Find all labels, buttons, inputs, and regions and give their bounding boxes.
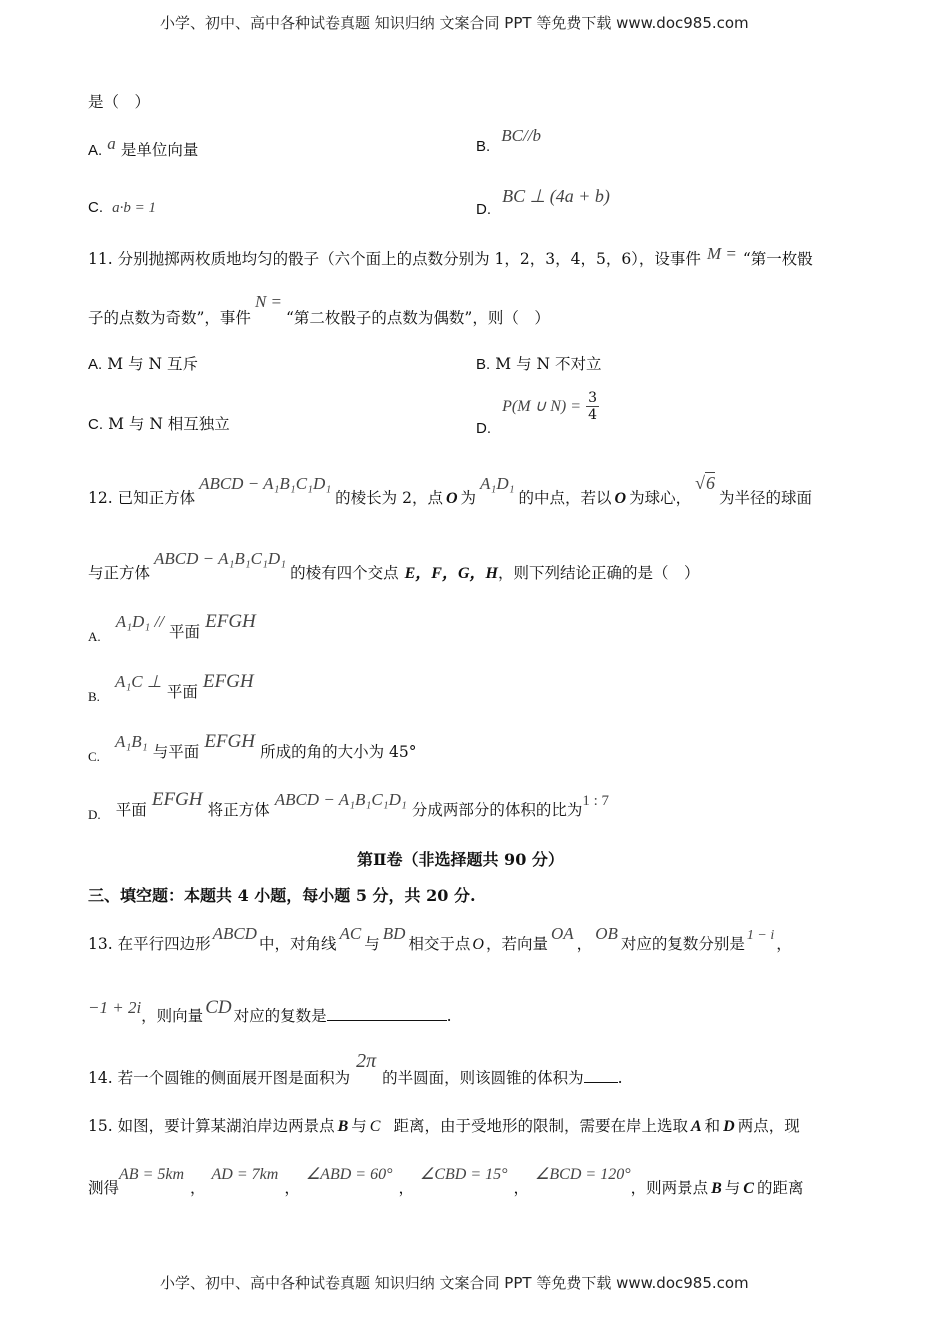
q11-line1: [88, 244, 813, 269]
option-label: C.: [88, 749, 100, 764]
q12-text7: 与正方体: [88, 564, 151, 582]
option-label: B.: [476, 356, 491, 373]
math-a: a: [107, 134, 116, 153]
q10-tail: 是（ ）: [88, 93, 151, 111]
math-oa: OA: [551, 924, 574, 943]
q10-option-a: [88, 134, 198, 160]
option-label: A.: [88, 142, 103, 159]
q15-text3: 两点，现: [737, 1117, 800, 1135]
option-label: A.: [88, 629, 101, 644]
q12-text1: 12. 已知正方体: [88, 489, 196, 507]
math-m-eq: M =: [706, 244, 737, 263]
ratio: 1 : 7: [582, 793, 610, 809]
math-a-dot-b: a·b = 1: [112, 200, 156, 216]
option-text: 平面: [166, 683, 198, 701]
q14-text1: 14. 若一个圆锥的侧面展开图是面积为: [88, 1069, 351, 1087]
points-efgh: E，F，G，H: [404, 565, 498, 582]
q12-text2: 的棱长为 2，点: [335, 489, 443, 507]
q15-and: 与: [351, 1117, 367, 1135]
point-b: B: [711, 1180, 722, 1197]
math-ad: AD = 7km: [211, 1166, 279, 1183]
q14-line: [88, 1050, 623, 1087]
q12-line2: [88, 546, 700, 582]
q13-text1: 13. 在平行四边形: [88, 935, 211, 953]
q15-text4: 测得: [88, 1179, 120, 1197]
math-n-eq: N =: [254, 292, 282, 311]
option-text: 是单位向量: [120, 141, 199, 159]
q12-line1: [88, 472, 813, 507]
point-a: A: [690, 1118, 702, 1135]
q11-option-a: [88, 352, 198, 374]
q11-option-c: [88, 412, 230, 434]
math-2pi: 2π: [356, 1050, 377, 1072]
q13-line1: [88, 922, 792, 953]
q15-and2: 和: [704, 1117, 721, 1135]
q11-option-d: [476, 390, 599, 437]
point-o: O: [614, 490, 627, 507]
plane-efgh: EFGH: [205, 611, 256, 632]
math-a1c-perp: A₁C ⊥: [115, 672, 162, 691]
q12-option-d: [88, 788, 610, 822]
math-cube: ABCD − A₁B₁C₁D₁: [199, 474, 332, 493]
math-bc-parallel-b: BC//b: [501, 126, 541, 145]
q12-text3: 为: [460, 489, 477, 507]
q10-option-b: [476, 126, 541, 155]
q12-text6: 为半径的球面: [719, 489, 813, 507]
option-text: M 与 N 不对立: [495, 355, 602, 373]
option-tail: 分成两部分的体积的比为: [411, 801, 583, 819]
option-text: 与平面: [152, 743, 200, 761]
math-p-union: P(M ∪ N) =: [502, 398, 582, 415]
q13-text5: ，若向量: [485, 935, 548, 953]
point-o: O: [472, 936, 484, 953]
option-mid: 将正方体: [207, 801, 270, 819]
q10-option-c: [88, 197, 156, 217]
fraction-num: 3: [588, 390, 598, 406]
q15-text6: 的距离: [756, 1179, 804, 1197]
q11-text2a: 子的点数为奇数”，事件: [88, 309, 251, 327]
q11-option-b: [476, 352, 602, 374]
q13-comma: ，: [576, 935, 593, 953]
q13-text6: 对应的复数分别是: [620, 935, 745, 953]
math-bc-perp: BC ⊥ (4a + b): [502, 186, 610, 206]
math-bd: BD: [382, 924, 406, 943]
math-cube: ABCD − A₁B₁C₁D₁: [154, 549, 287, 568]
q13-text7: ，: [776, 935, 792, 953]
math-angle-bcd: ∠BCD = 120°: [535, 1166, 631, 1183]
page-header: 小学、初中、高中各种试卷真题 知识归纳 文案合同 PPT 等免费下载 www.doc985.com: [160, 14, 749, 32]
math-ab: AB = 5km: [119, 1166, 185, 1183]
q15-text2: 距离，由于受地形的限制，需要在岸上选取: [393, 1117, 688, 1135]
q13-line2: [88, 996, 452, 1025]
q12-option-b: [88, 670, 254, 704]
math-angle-abd: ∠ABD = 60°: [305, 1166, 393, 1183]
math-a1b1: A₁B₁: [115, 732, 148, 751]
answer-blank-13[interactable]: [327, 1006, 447, 1021]
math-abcd: ABCD: [212, 924, 257, 943]
math-angle-cbd: ∠CBD = 15°: [419, 1166, 508, 1183]
option-label: B.: [88, 689, 100, 704]
q13-text2: 中，对角线: [258, 935, 337, 953]
q11-text-end: “第一枚骰: [742, 250, 813, 268]
q15-and: 与: [724, 1179, 741, 1197]
q10-option-d: [476, 186, 610, 218]
q12-option-a: [88, 610, 256, 644]
option-text: 平面: [169, 623, 201, 641]
option-tail: 所成的角的大小为 45°: [260, 743, 417, 761]
math-z2: −1 + 2i: [88, 998, 142, 1017]
option-label: C.: [88, 416, 103, 433]
sqrt-value: 6: [706, 473, 715, 493]
option-label: A.: [88, 356, 103, 373]
plane-efgh: EFGH: [202, 671, 254, 692]
plane-efgh: EFGH: [204, 731, 255, 752]
q15-text1: 15. 如图，要计算某湖泊岸边两景点: [88, 1117, 335, 1135]
page-footer: 小学、初中、高中各种试卷真题 知识归纳 文案合同 PPT 等免费下载 www.doc985.com: [160, 1274, 749, 1292]
q14-end: .: [617, 1069, 623, 1087]
q15-line1: [88, 1114, 800, 1136]
q12-text5: 为球心，: [629, 489, 692, 507]
q12-option-c: [88, 730, 417, 764]
fraction-3-4: [586, 390, 599, 423]
option-text: 平面: [115, 801, 147, 819]
point-c: C: [743, 1180, 754, 1197]
option-label: D.: [476, 201, 491, 218]
math-a1d1: A₁D₁: [480, 474, 515, 493]
q11-text2b: “第二枚骰子的点数为偶数”，则（ ）: [286, 309, 550, 327]
fraction-den: 4: [588, 407, 598, 423]
option-label: D.: [476, 420, 491, 437]
q11-text: 11. 分别抛掷两枚质地均匀的骰子（六个面上的点数分别为 1，2，3，4，5，6），设事件: [88, 250, 701, 268]
option-label: B.: [476, 138, 491, 155]
q14-text2: 的半圆面，则该圆锥的体积为: [382, 1069, 584, 1087]
plane-efgh: EFGH: [151, 789, 203, 810]
math-ob: OB: [595, 924, 618, 943]
option-text: M 与 N 相互独立: [108, 415, 230, 433]
section-3-title: 三、填空题：本题共 4 小题，每小题 5 分，共 20 分.: [88, 886, 476, 905]
option-label: D.: [88, 807, 101, 822]
q12-text4: 的中点，若以: [518, 489, 612, 507]
math-ac: AC: [339, 924, 362, 943]
point-d: D: [723, 1118, 735, 1135]
math-cube: ABCD − A₁B₁C₁D₁: [274, 790, 407, 809]
q11-line2: [88, 290, 550, 327]
q13-text8: ，则向量: [141, 1007, 204, 1025]
math-cd: CD: [205, 997, 232, 1018]
q13-text9: 对应的复数是: [233, 1007, 327, 1025]
q12-text8: 的棱有四个交点: [290, 564, 399, 582]
point-o: O: [445, 490, 458, 507]
math-a1d1-parallel: A₁D₁ //: [115, 612, 164, 631]
sqrt-6: √6: [695, 473, 715, 493]
option-text: M 与 N 互斥: [107, 355, 198, 373]
point-b: B: [337, 1118, 349, 1135]
q12-text9: ，则下列结论正确的是（ ）: [497, 564, 700, 582]
q13-end: .: [446, 1007, 452, 1025]
math-z1: 1 − i: [746, 928, 775, 943]
q13-text4: 相交于点: [408, 935, 471, 953]
q15-text5: ，则两景点: [630, 1179, 709, 1197]
q13-text3: 与: [364, 935, 380, 953]
option-label: C.: [88, 199, 103, 216]
point-c: C: [369, 1118, 381, 1135]
section-2-title: 第Ⅱ卷（非选择题共 90 分）: [357, 850, 564, 869]
q15-line2: 测得AB = 5km，AD = 7km，∠ABD = 60°，∠CBD = 15°，∠BCD = 120°，则两景点 B 与 C 的距离: [88, 1166, 804, 1197]
answer-blank-14[interactable]: [584, 1068, 618, 1083]
